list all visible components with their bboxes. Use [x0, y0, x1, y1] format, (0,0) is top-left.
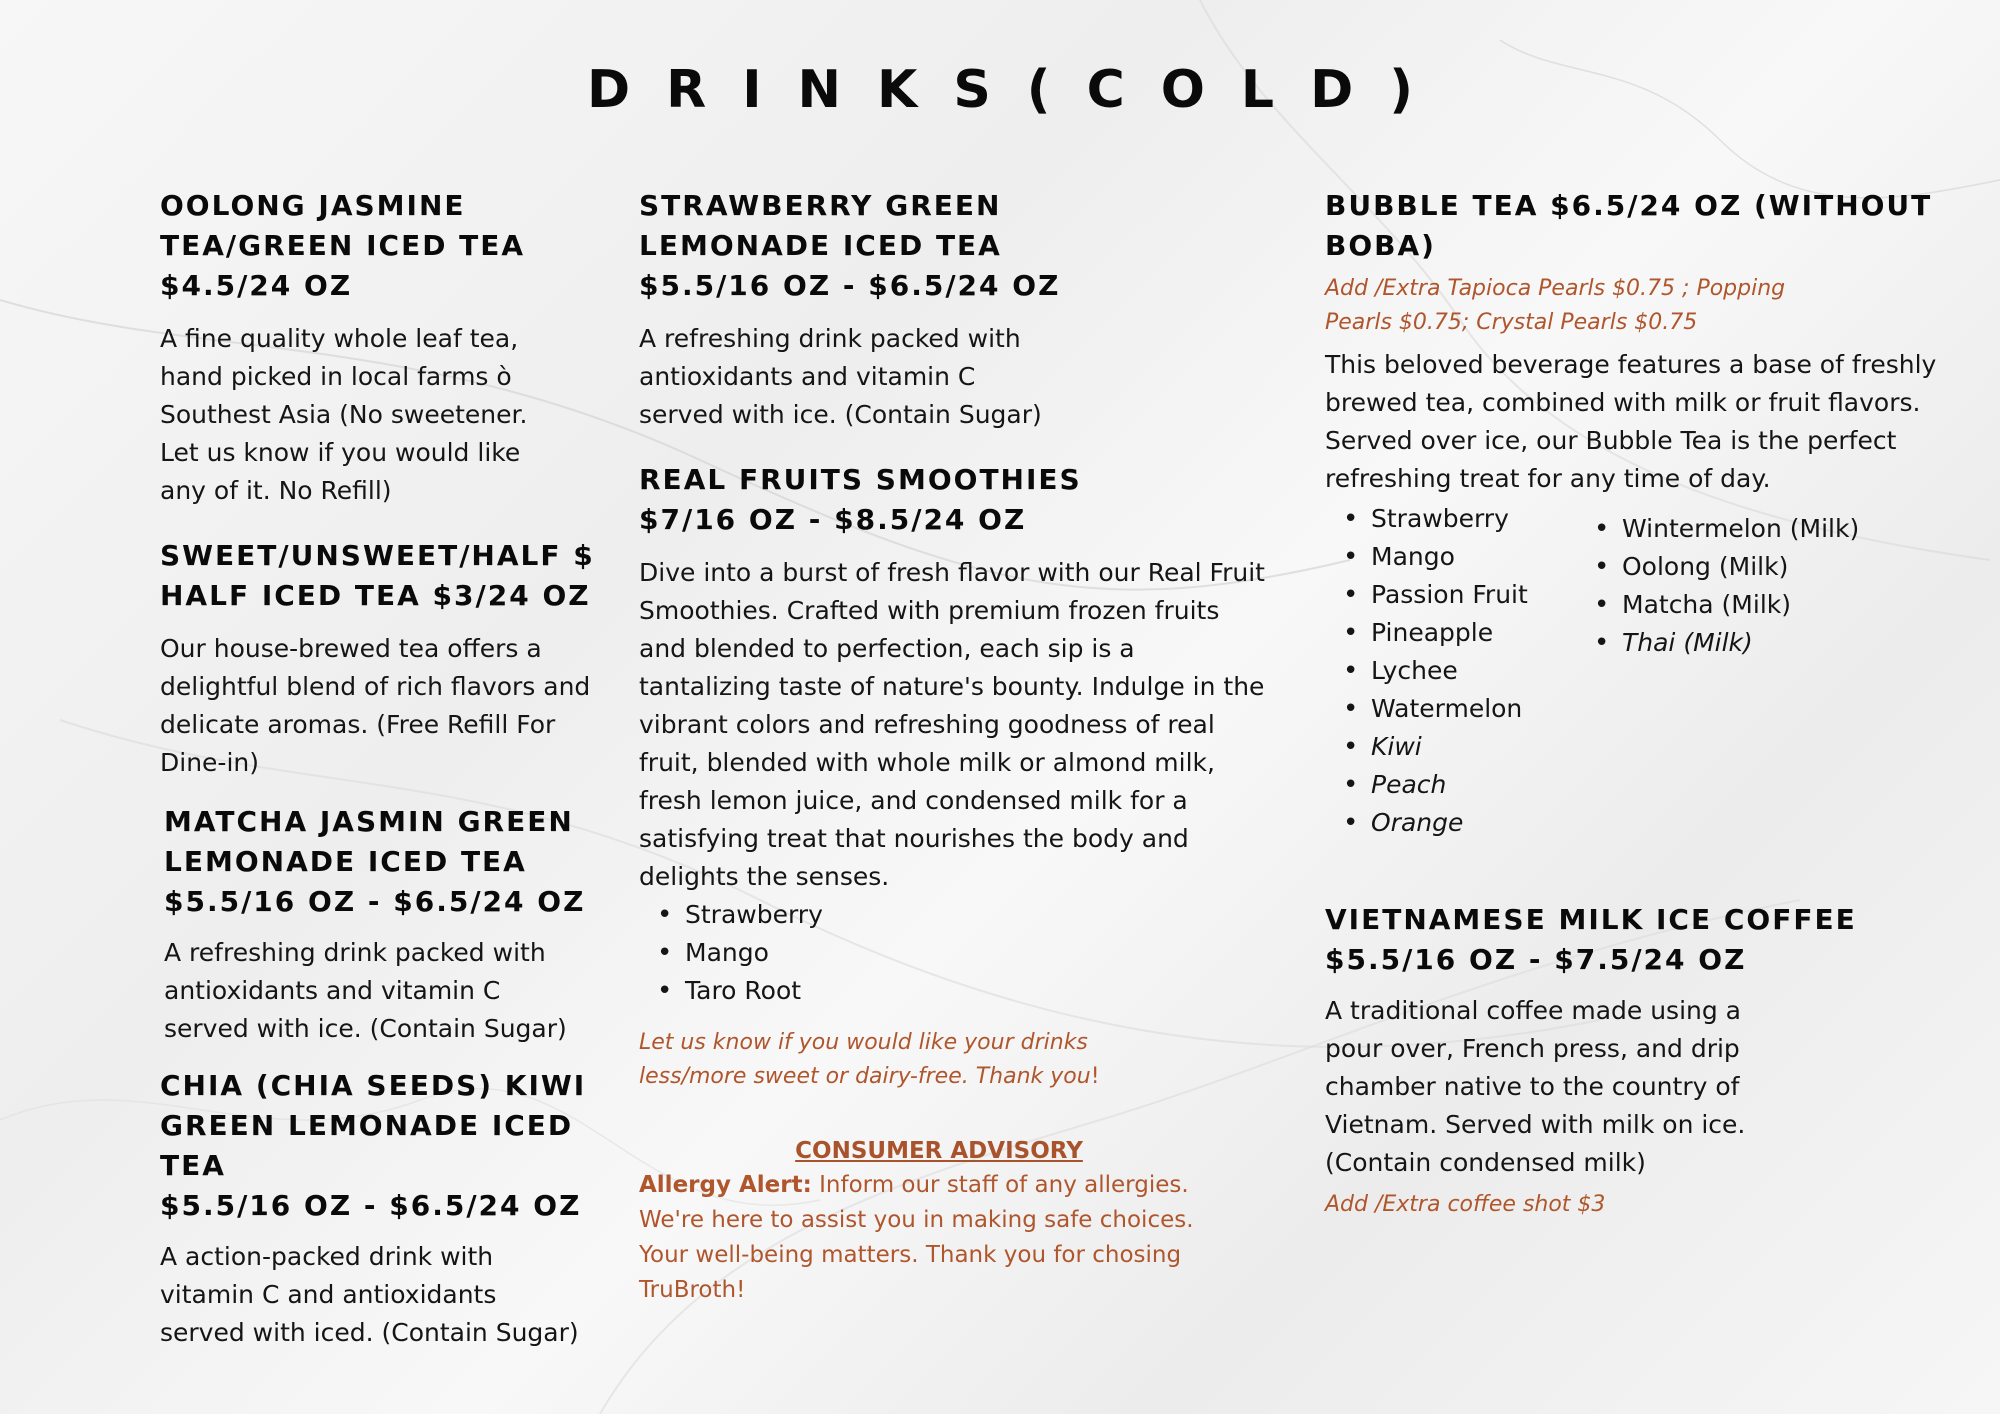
item-description: Our house-brewed tea offers a delightful blend of rich flavors and delicate aromas. (Free Refill For Dine-in) — [160, 634, 591, 777]
list-item: • Wintermelon (Milk) — [1576, 510, 1906, 548]
bubble-flavor-list-milk — [1576, 510, 1906, 662]
item-heading: STRAWBERRY GREEN LEMONADE ICED TEA $5.5/16 OZ - $6.5/24 OZ — [639, 189, 1061, 302]
list-item: • Orange — [1325, 804, 1585, 842]
list-item: • Kiwi — [1325, 728, 1585, 766]
list-item: • Strawberry — [639, 896, 1279, 934]
list-item: • Lychee — [1325, 652, 1585, 690]
coffee-addon: Add /Extra coffee shot $3 — [1325, 1192, 1606, 1217]
list-item: • Mango — [639, 934, 1279, 972]
advisory-text: Allergy Alert: Inform our staff of any allergies. We're here to assist you in making safe choices. Your well-being matters. Thank you for chosing TruBroth! — [639, 1172, 1194, 1303]
item-heading: VIETNAMESE MILK ICE COFFEE $5.5/16 OZ - $7.5/24 OZ — [1325, 903, 1857, 976]
menu-item-vietnamese-coffee — [1325, 900, 1925, 1222]
item-heading: CHIA (CHIA SEEDS) KIWI GREEN LEMONADE ICED TEA $5.5/16 OZ - $6.5/24 OZ — [160, 1069, 587, 1222]
list-item: • Pineapple — [1325, 614, 1585, 652]
list-item: • Watermelon — [1325, 690, 1585, 728]
item-heading: OOLONG JASMINE TEA/GREEN ICED TEA $4.5/24 OZ — [160, 189, 526, 302]
list-item: • Strawberry — [1325, 500, 1585, 538]
item-heading: BUBBLE TEA $6.5/24 OZ (WITHOUT BOBA) — [1325, 189, 1933, 262]
item-description: A refreshing drink packed with antioxidants and vitamin C served with ice. (Contain Sugar) — [164, 938, 567, 1043]
menu-item-bubble-tea — [1325, 186, 1985, 498]
customization-note: Let us know if you would like your drinks less/more sweet or dairy-free. Thank you! — [639, 1030, 1100, 1089]
item-heading: SWEET/UNSWEET/HALF $ HALF ICED TEA $3/24 OZ — [160, 539, 595, 612]
item-heading: MATCHA JASMIN GREEN LEMONADE ICED TEA $5.5/16 OZ - $6.5/24 OZ — [164, 805, 586, 918]
list-item: • Peach — [1325, 766, 1585, 804]
item-description: A fine quality whole leaf tea, hand picked in local farms ò Southest Asia (No sweetener. Let us know if you would like any of it. No Refill) — [160, 324, 528, 505]
list-item: • Thai (Milk) — [1576, 624, 1906, 662]
item-description: A refreshing drink packed with antioxidants and vitamin C served with ice. (Contain Sugar) — [639, 324, 1042, 429]
list-item: • Taro Root — [639, 972, 1279, 1010]
item-description: This beloved beverage features a base of freshly brewed tea, combined with milk or fruit flavors. Served over ice, our Bubble Tea is the perfect refreshing treat for any time of day. — [1325, 350, 1937, 493]
item-heading: REAL FRUITS SMOOTHIES $7/16 OZ - $8.5/24 OZ — [639, 463, 1082, 536]
item-description: Dive into a burst of fresh flavor with our Real Fruit Smoothies. Crafted with premium frozen fruits and blended to perfection, each sip is a tantalizing taste of nature's bounty. Indulge in the vibrant colors and refreshing goodness of real fruit, blended with whole milk or almond milk, fresh lemon juice, and condensed milk for a satisfying treat that nourishes the body and delights the senses. — [639, 558, 1265, 891]
consumer-advisory — [639, 1138, 1239, 1308]
menu-item-chia-kiwi — [160, 1066, 630, 1352]
list-item: • Oolong (Milk) — [1576, 548, 1906, 586]
smoothie-flavor-list — [639, 896, 1279, 1010]
menu-item-matcha-lemonade — [164, 802, 634, 1048]
bubble-addons: Add /Extra Tapioca Pearls $0.75 ; Popping Pearls $0.75; Crystal Pearls $0.75 — [1325, 276, 1786, 335]
menu-item-smoothies — [639, 460, 1279, 1010]
page-title: DRINKS(COLD) — [586, 60, 1449, 120]
menu-item-sweet-tea — [160, 536, 630, 782]
menu-item-oolong-tea — [160, 186, 630, 510]
menu-item-strawberry-lemonade — [639, 186, 1259, 434]
bubble-flavor-list-fruit — [1325, 500, 1585, 842]
list-item: • Matcha (Milk) — [1576, 586, 1906, 624]
item-description: A action-packed drink with vitamin C and antioxidants served with iced. (Contain Sugar) — [160, 1242, 579, 1347]
list-item: • Passion Fruit — [1325, 576, 1585, 614]
advisory-title: CONSUMER ADVISORY — [795, 1138, 1083, 1164]
list-item: • Mango — [1325, 538, 1585, 576]
item-description: A traditional coffee made using a pour over, French press, and drip chamber native to the country of Vietnam. Served with milk on ice. (Contain condensed milk) — [1325, 996, 1746, 1177]
